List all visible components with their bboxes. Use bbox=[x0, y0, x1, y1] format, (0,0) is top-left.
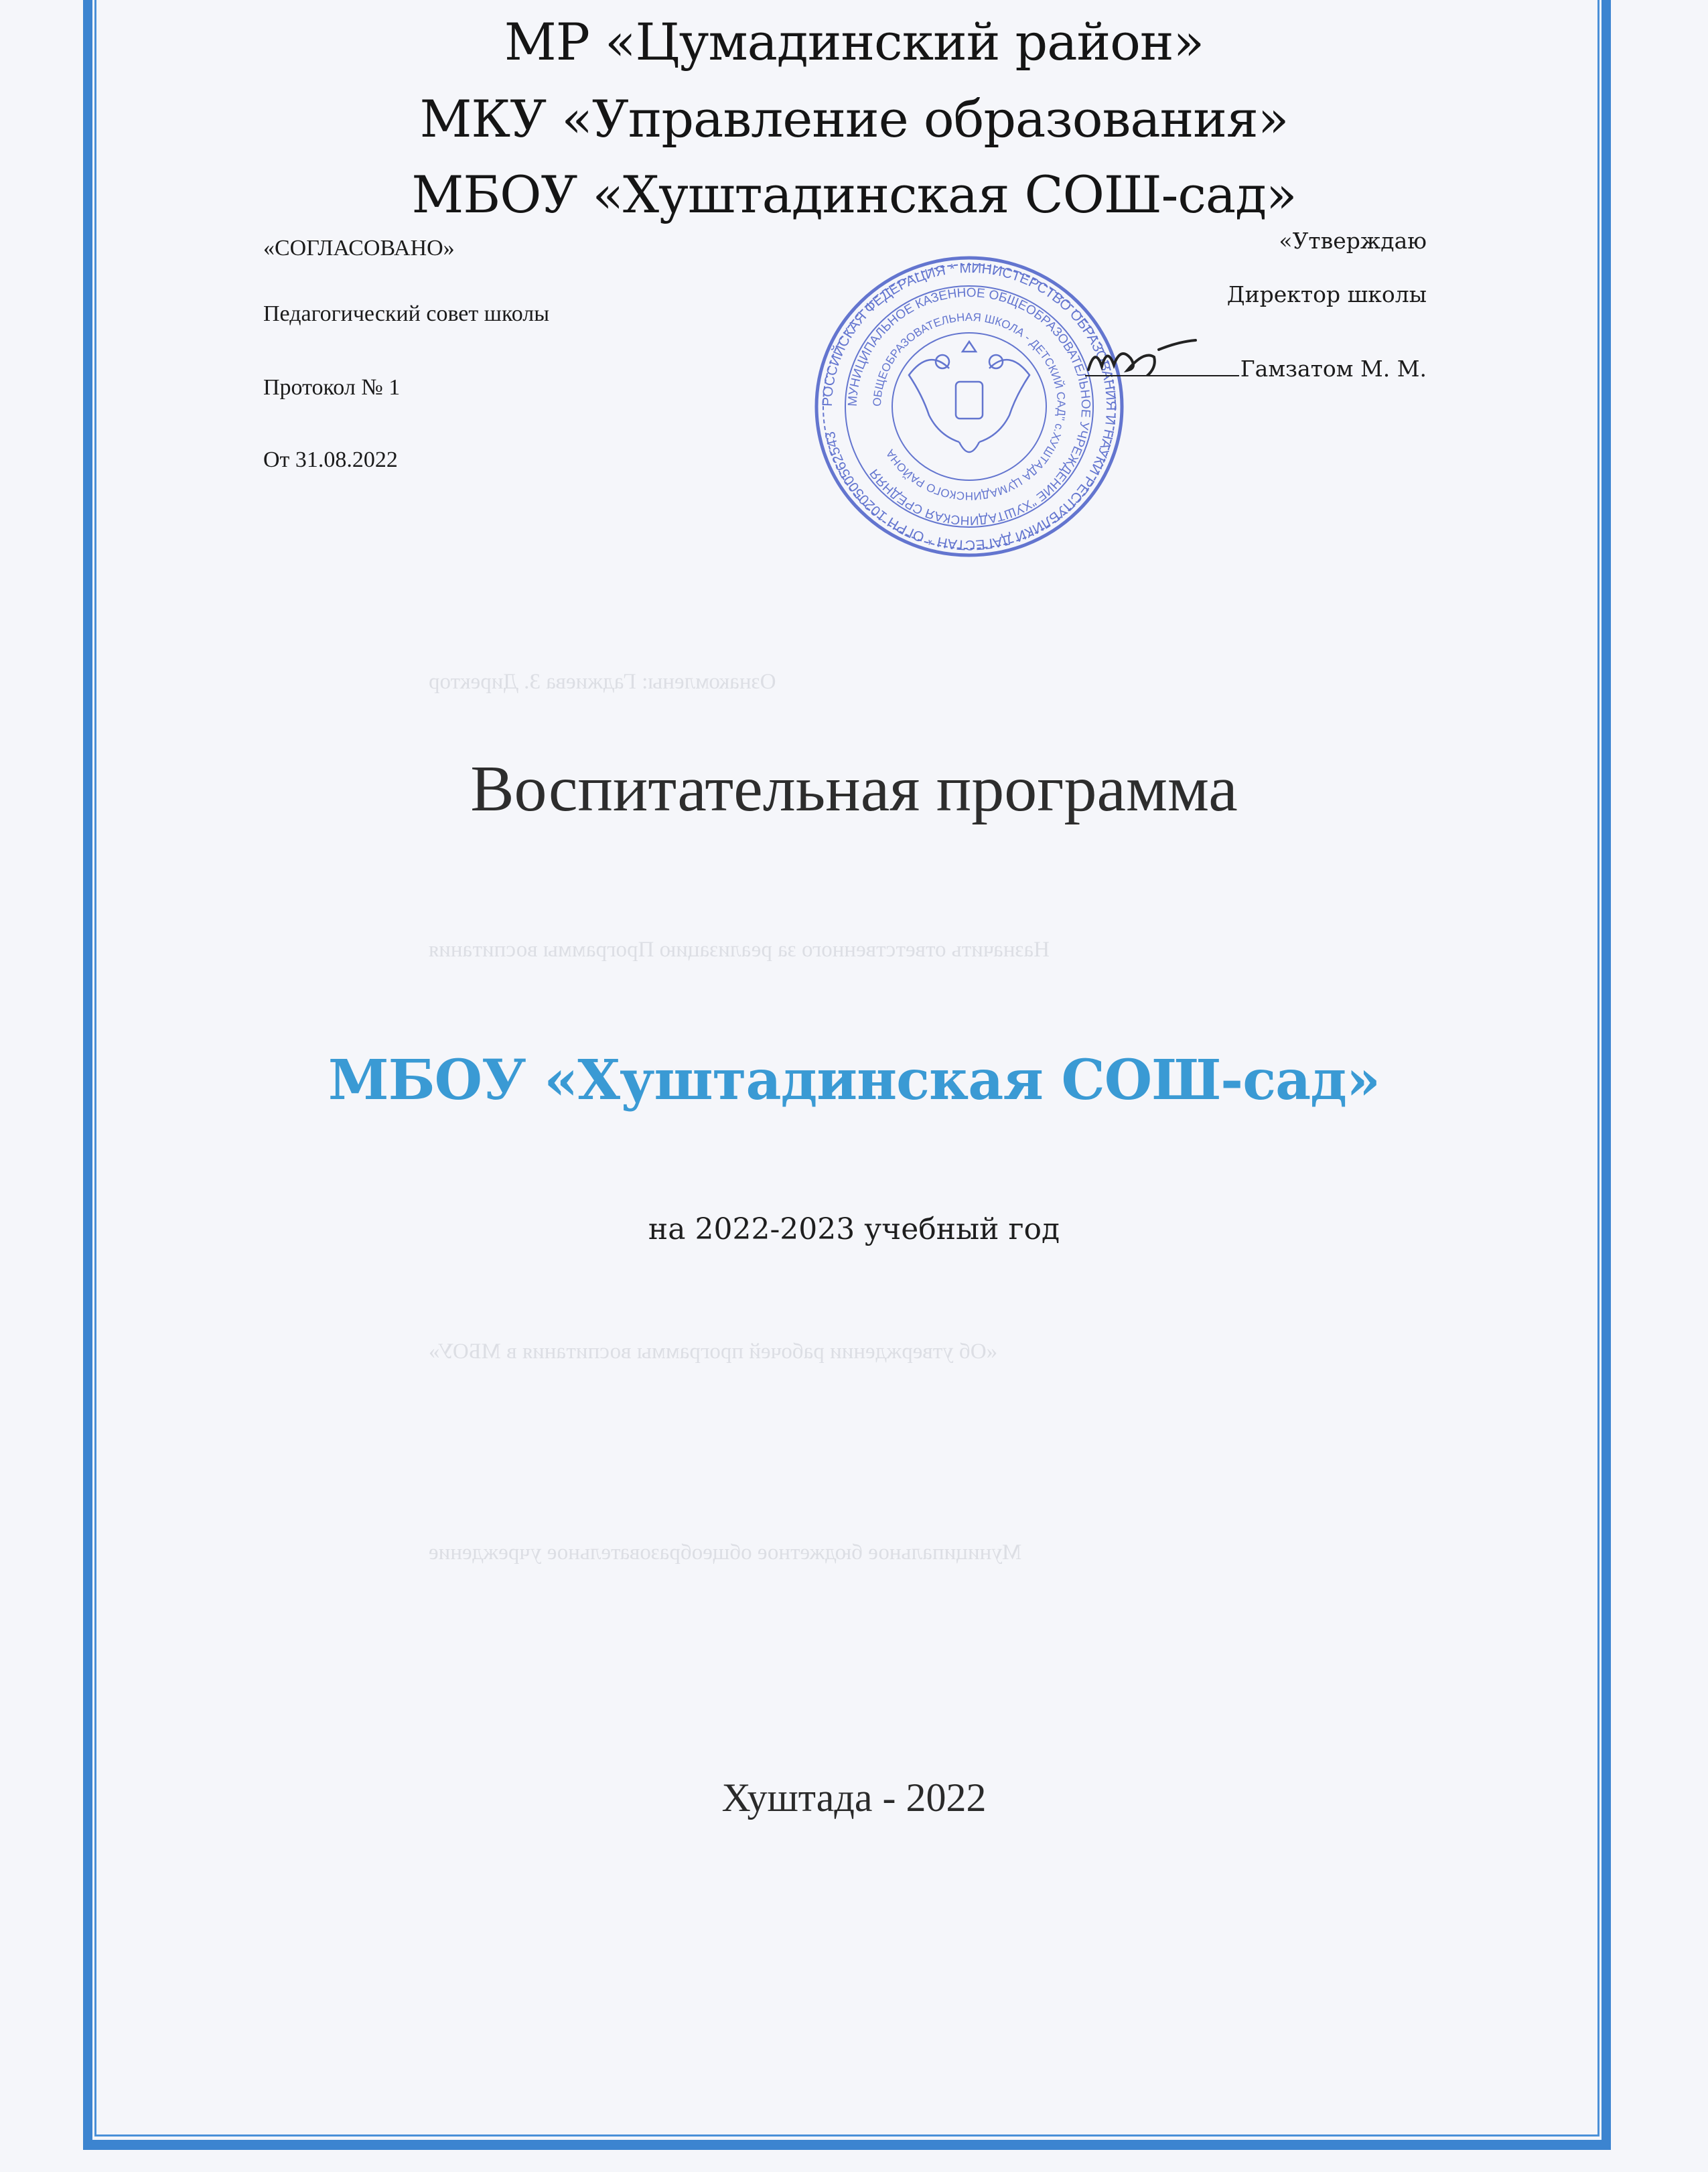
protocol-date: От 31.08.2022 bbox=[263, 447, 398, 472]
director-name: Гамзатом М. М. bbox=[1240, 356, 1427, 382]
svg-text:МУНИЦИПАЛЬНОЕ КАЗЕННОЕ ОБЩЕОБР: МУНИЦИПАЛЬНОЕ КАЗЕННОЕ ОБЩЕОБРАЗОВАТЕЛЬНОЕ УЧРЕЖДЕНИЕ "ХУШТАДИНСКАЯ СРЕДНЯЯ bbox=[845, 285, 1093, 528]
director-signature-line bbox=[1085, 355, 1427, 382]
academic-year: на 2022-2023 учебный год bbox=[648, 1212, 1060, 1246]
bleed-through-text: Назначить ответственного за реализацию Программы воспитания bbox=[429, 938, 1050, 962]
page-border-bottom-inner bbox=[94, 2134, 1599, 2137]
approve-label: «Утверждаю bbox=[1279, 228, 1427, 254]
director-position: Директор школы bbox=[1226, 281, 1427, 307]
place-and-year: Хуштада - 2022 bbox=[721, 1776, 987, 1820]
header-district: МР «Цумадинский район» bbox=[504, 12, 1204, 72]
bleed-through-text: «Об утверждении рабочей программы воспитания в МБОУ» bbox=[429, 1340, 998, 1364]
page-border-bottom bbox=[83, 2140, 1611, 2150]
bleed-through-text: Ознакомлены: Гаджиева З. Директор bbox=[429, 670, 776, 694]
signature-icon bbox=[1078, 336, 1212, 376]
official-seal-icon bbox=[812, 255, 1127, 559]
header-education-dept: МКУ «Управление образования» bbox=[419, 89, 1289, 149]
svg-text:ОБЩЕОБРАЗОВАТЕЛЬНАЯ ШКОЛА - ДЕ: ОБЩЕОБРАЗОВАТЕЛЬНАЯ ШКОЛА - ДЕТСКИЙ САД" с.ХУШТАДА ЦУМАДИНСКОГО РАЙОНА bbox=[870, 310, 1068, 503]
document-title: Воспитательная программа bbox=[470, 753, 1238, 825]
agreed-label: «СОГЛАСОВАНО» bbox=[263, 236, 455, 261]
protocol-number: Протокол № 1 bbox=[263, 375, 401, 400]
svg-text:РОССИЙСКАЯ ФЕДЕРАЦИЯ * МИНИСТЕ: РОССИЙСКАЯ ФЕДЕРАЦИЯ * МИНИСТЕРСТВО ОБРАЗОВАНИЯ И НАУКИ РЕСПУБЛИКИ ДАГЕСТАН * ОГРН 1020500562543 bbox=[819, 260, 1119, 553]
signature-line bbox=[1085, 355, 1239, 376]
pedagogical-council: Педагогический совет школы bbox=[263, 301, 550, 326]
bleed-through-text: Муниципальное бюджетное общеобразовательное учреждение bbox=[429, 1540, 1022, 1565]
header-school: МБОУ «Хуштадинская СОШ-сад» bbox=[411, 165, 1297, 224]
school-name: МБОУ «Хуштадинская СОШ-сад» bbox=[328, 1048, 1380, 1112]
